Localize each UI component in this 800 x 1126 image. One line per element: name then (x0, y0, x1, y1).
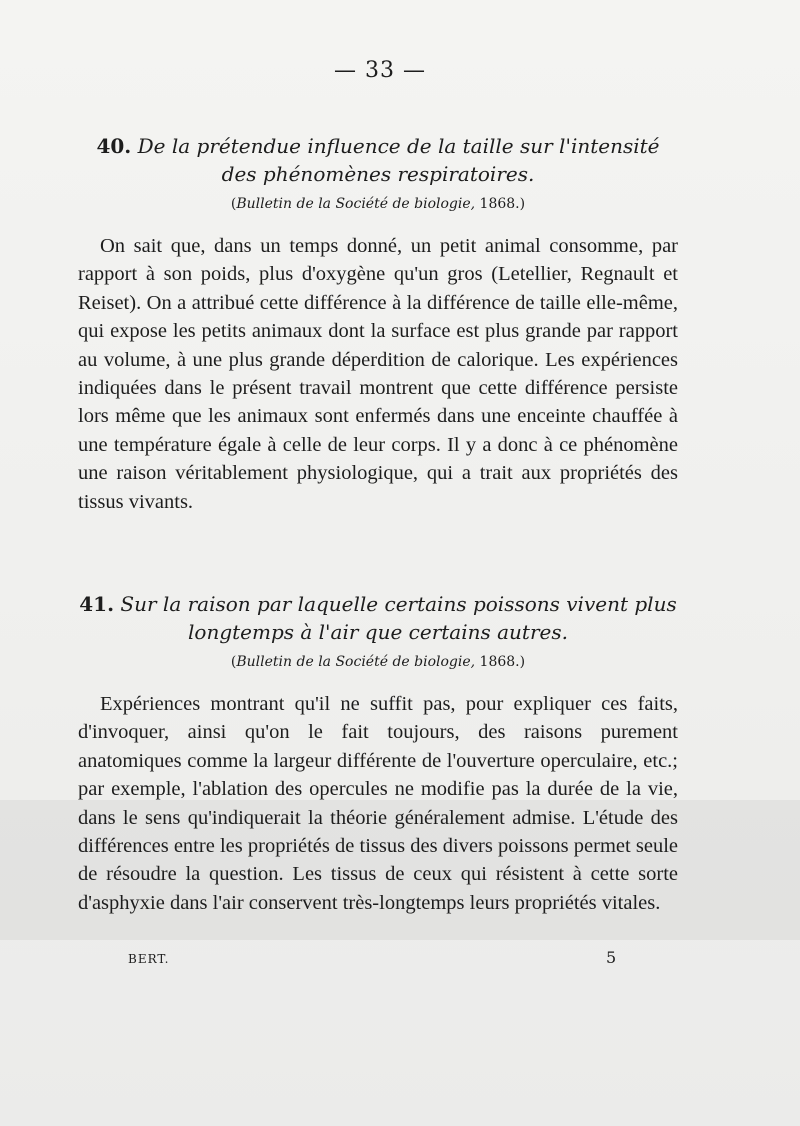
entry-number: 40. (96, 134, 132, 158)
citation-source: Bulletin de la Société de biologie, (236, 196, 476, 212)
citation-year: 1868.) (479, 654, 526, 670)
entry-40 (78, 132, 678, 516)
entry-number: 41. (79, 592, 115, 616)
entry-title-text: De la prétendue influence de la taille sur l'intensité des phénomènes respiratoires. (137, 134, 660, 186)
page-number: — 33 — (334, 58, 426, 83)
entry-title (78, 132, 678, 188)
entry-body: On sait que, dans un temps donné, un petit animal consomme, par rapport à son poids, plus d'oxygène qu'un gros (Letellier, Regnault et Reiset). On a attribué cette différence à la différence de taille elle-même, qui expose les petits animaux dont la surface est plus grande par rapport au volume, à une plus grande déperdition de calorique. Les expériences indiquées dans le présent travail montrent que cette différence persiste lors même que les animaux sont enfermés dans une enceinte chauffée à une température égale à celle de leur corps. Il y a donc à ce phénomène une raison véritablement physiologique, qui a trait aux propriétés des tissus vivants. (78, 235, 678, 513)
entry-title-text: Sur la raison par laquelle certains poissons vivent plus longtemps à l'air que certains autres. (120, 592, 677, 644)
citation: (Bulletin de la Société de biologie, 1868.) (230, 196, 526, 212)
entry-body: Expériences montrant qu'il ne suffit pas, pour expliquer ces faits, d'invoquer, ainsi qu'on le fait toujours, des raisons purement anatomiques comme la largeur différente de l'ouverture operculaire, etc.; par exemple, l'ablation des opercules ne modifie pas la durée de la vie, dans le sens qu'indiquerait la théorie généralement admise. L'étude des différences entre les propriétés de tissus des divers poissons permet seule de résoudre la question. Les tissus de ceux qui résistent à cette sorte d'asphyxie dans l'air conservent très-longtemps leurs propriétés vitales. (78, 693, 678, 914)
citation-year: 1868.) (479, 196, 526, 212)
entry-title (78, 590, 678, 646)
footer-signature-mark: 5 (606, 948, 617, 967)
entry-41 (78, 590, 678, 917)
citation: (Bulletin de la Société de biologie, 1868.) (230, 654, 526, 670)
citation-source: Bulletin de la Société de biologie, (236, 654, 476, 670)
footer-author: BERT. (128, 952, 170, 966)
